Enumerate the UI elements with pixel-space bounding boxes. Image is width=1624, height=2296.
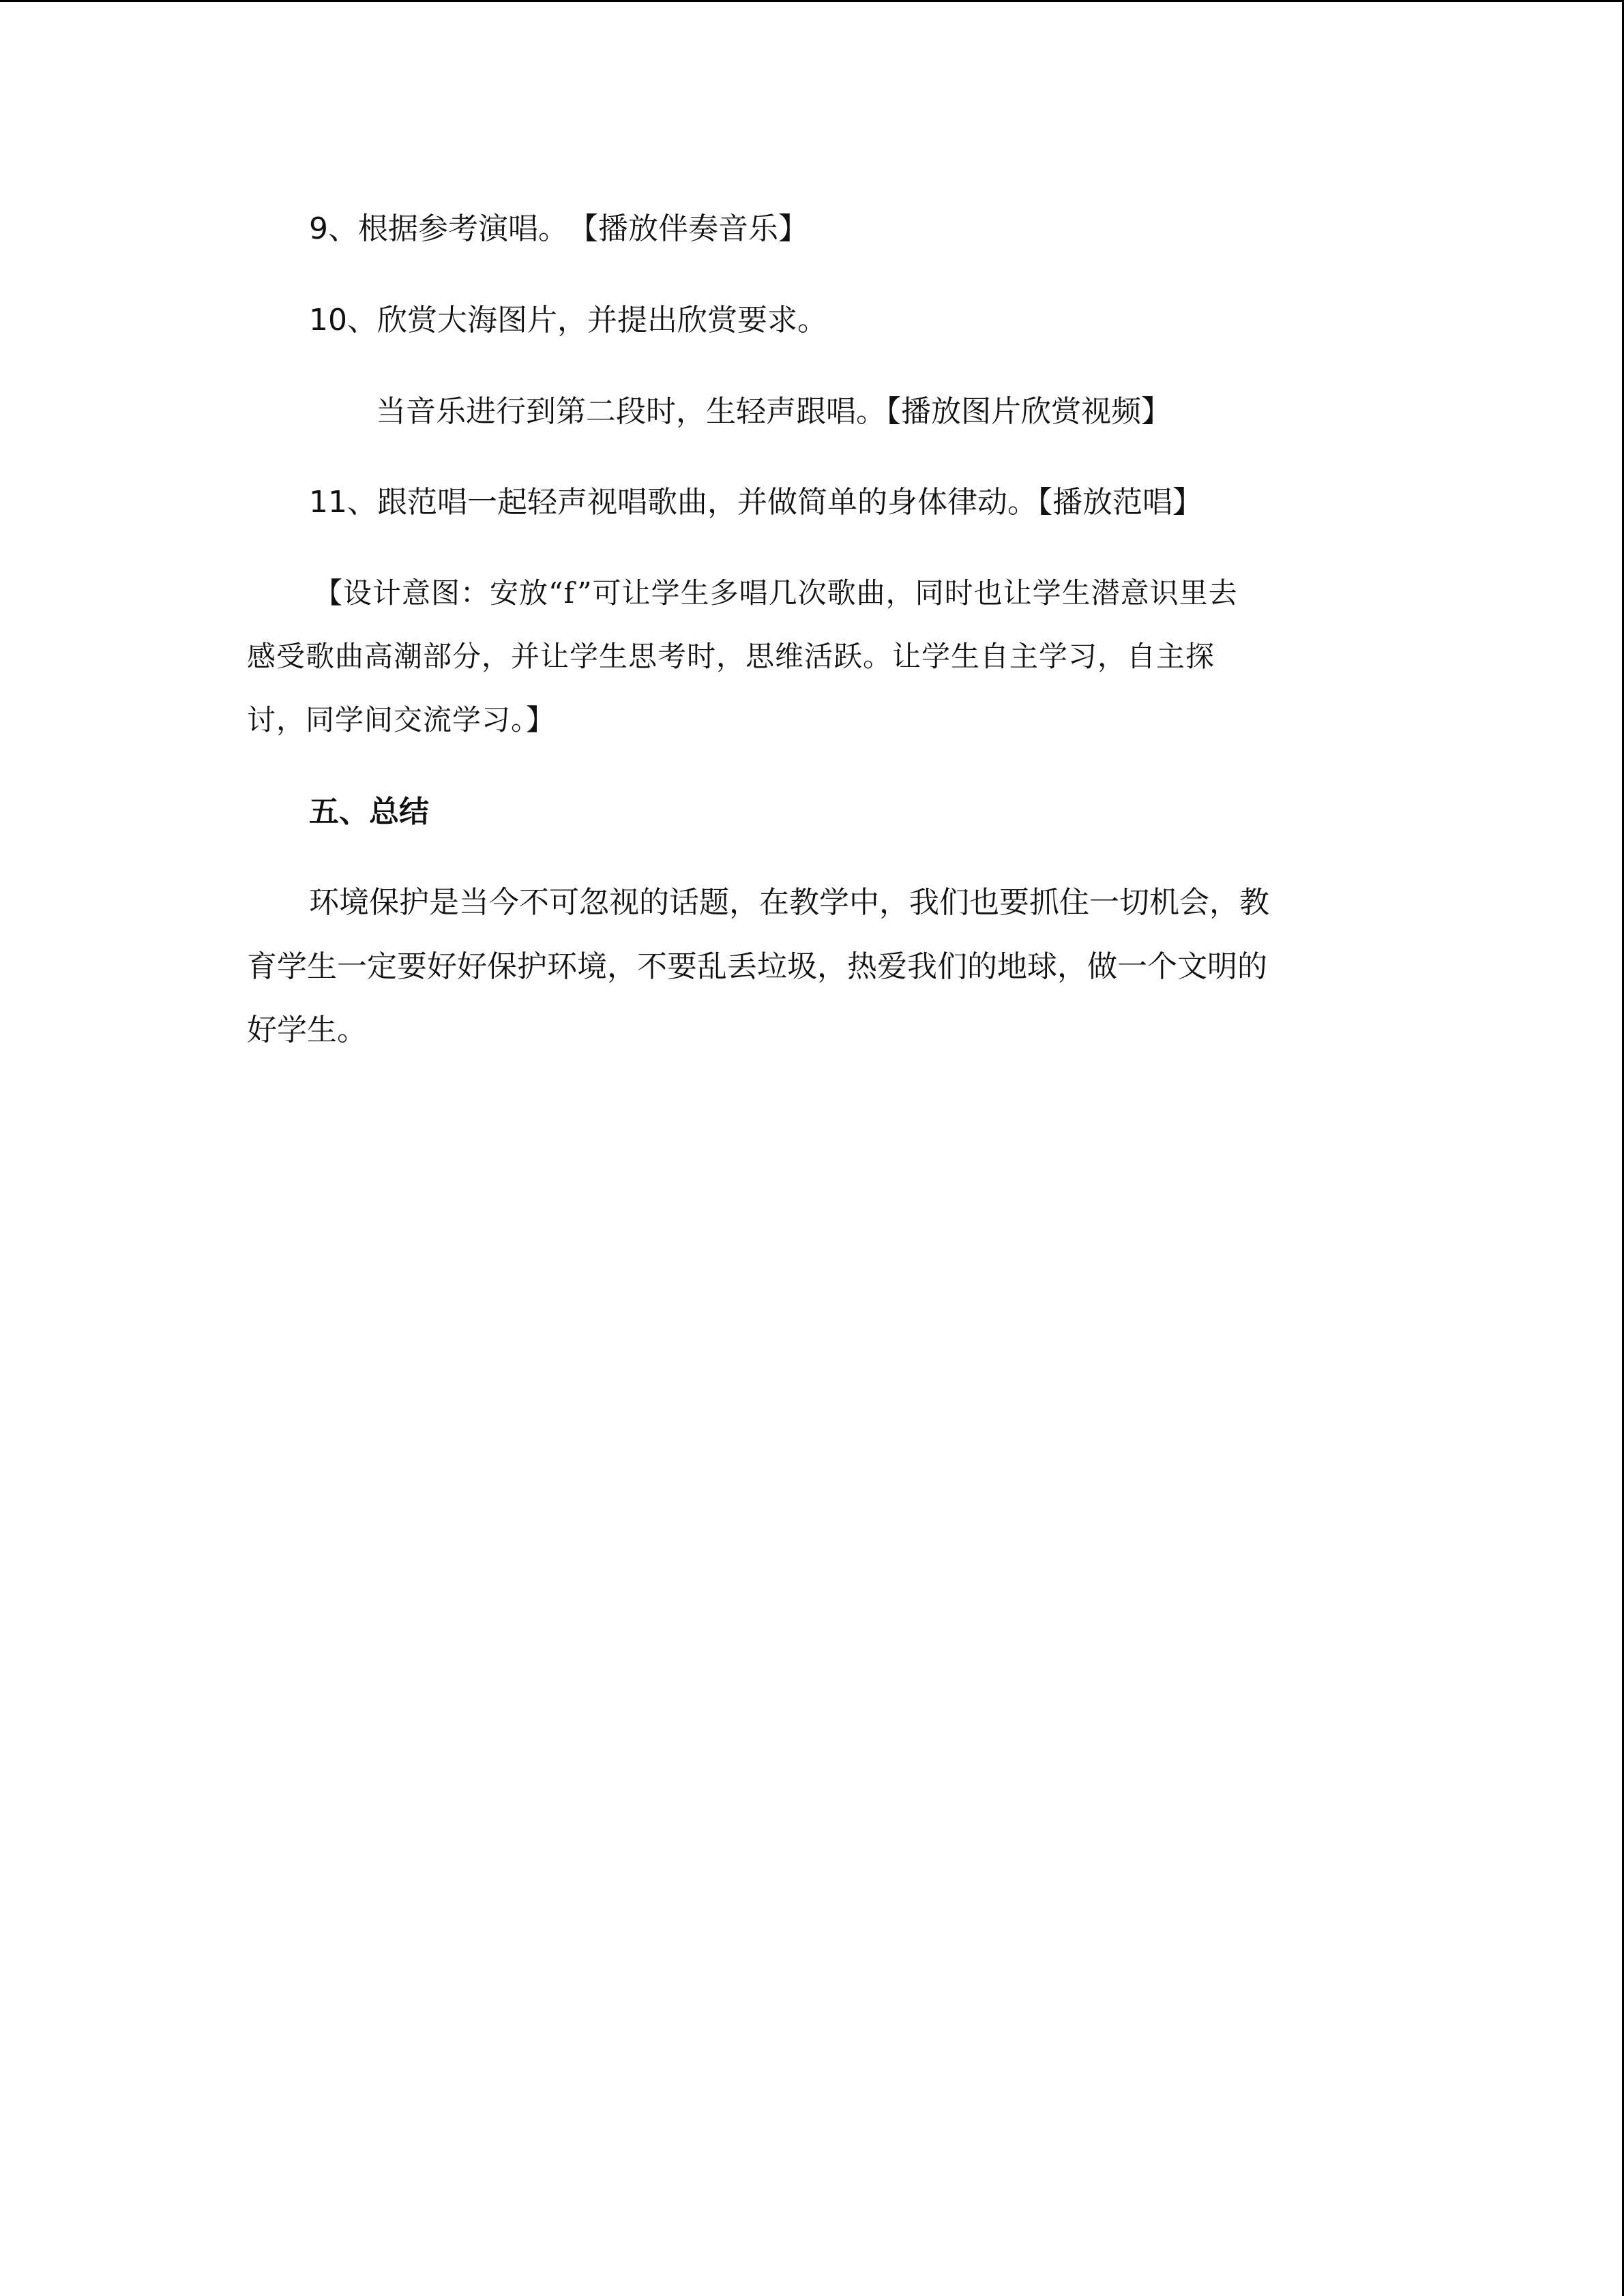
step-10-detail: 当音乐进行到第二段时，生轻声跟唱。【播放图片欣赏视频】 [376, 394, 1171, 429]
summary-line-1: 环境保护是当今不可忽视的话题，在教学中，我们也要抓住一切机会，教 [309, 885, 1269, 920]
summary-line-3: 好学生。 [247, 1013, 367, 1047]
step-11: 11、跟范唱一起轻声视唱歌曲，并做简单的身体律动。【播放范唱】 [309, 485, 1202, 520]
summary-line-2: 育学生一定要好好保护环境，不要乱丢垃圾，热爱我们的地球，做一个文明的 [247, 949, 1267, 984]
design-note-line-1: 【设计意图：安放“f”可让学生多唱几次歌曲，同时也让学生潜意识里去 [314, 576, 1238, 610]
step-9: 9、根据参考演唱。 【播放伴奏音乐】 [309, 211, 808, 246]
section-heading-summary: 五、总结 [309, 794, 429, 829]
step-10: 10、欣赏大海图片，并提出欣赏要求。 [309, 303, 827, 338]
design-note-line-3: 讨，同学间交流学习。】 [247, 703, 556, 736]
design-note-line-2: 感受歌曲高潮部分，并让学生思考时，思维活跃。让学生自主学习，自主探 [247, 640, 1215, 673]
page-top-border [0, 0, 1624, 2]
